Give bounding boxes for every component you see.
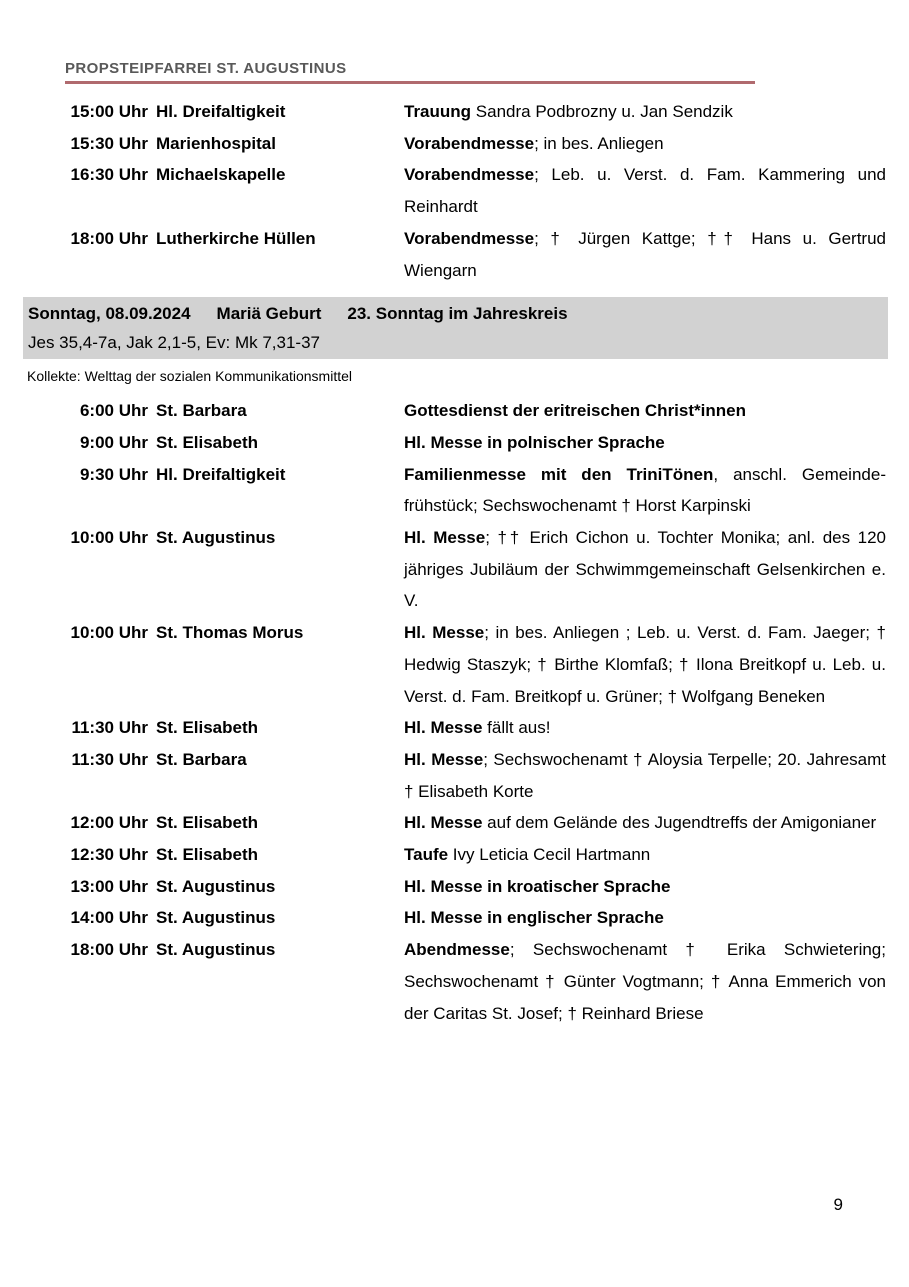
location-cell: St. Barbara [156, 749, 247, 769]
description-lead: Hl. Messe in englischer Sprache [404, 908, 664, 928]
description-cell [404, 522, 886, 617]
schedule-row [63, 522, 886, 617]
description-cell [404, 427, 886, 459]
time-cell: 10:00 Uhr [70, 528, 148, 548]
schedule-row [63, 712, 886, 744]
time-cell: 6:00 Uhr [79, 401, 148, 421]
kollekte-note: Kollekte: Welttag der sozialen Kommunikationsmittel [27, 368, 353, 385]
description-rest: ; Leb. u. Verst. d. Fam. Kammering und Reinhardt [404, 165, 886, 217]
schedule-row [63, 617, 886, 712]
schedule-row [63, 839, 886, 871]
schedule-saturday [63, 96, 886, 286]
schedule-row [63, 744, 886, 807]
location-cell: St. Augustinus [156, 908, 276, 928]
schedule-row [63, 871, 886, 903]
location-cell: St. Augustinus [156, 528, 276, 548]
description-rest: , anschl. Gemeindefrühstück; Sechswochenamt † Horst Karpinski [404, 464, 886, 516]
description-lead: Vorabendmesse [404, 133, 535, 153]
description-lead: Taufe [404, 845, 449, 865]
time-cell: 12:30 Uhr [70, 845, 148, 865]
description-lead: Vorabendmesse [404, 165, 535, 185]
parish-title: PROPSTEIPFARREI ST. AUGUSTINUS [65, 60, 347, 77]
page-header [65, 60, 755, 84]
time-cell: 18:00 Uhr [70, 228, 148, 248]
schedule-row [63, 128, 886, 160]
description-lead: Hl. Messe in kroatischer Sprache [404, 876, 671, 896]
time-cell: 9:00 Uhr [79, 432, 148, 452]
description-cell [404, 617, 886, 712]
description-cell [404, 159, 886, 222]
description-cell [404, 902, 886, 934]
location-cell: Michaelskapelle [156, 165, 286, 185]
description-lead: Abendmesse [404, 940, 510, 960]
location-cell: Marienhospital [156, 133, 276, 153]
description-cell [404, 128, 886, 160]
description-lead: Trauung [404, 102, 472, 121]
schedule-row [63, 902, 886, 934]
location-cell: St. Elisabeth [156, 813, 259, 833]
location-cell: St. Elisabeth [156, 718, 259, 738]
description-lead: Hl. Messe [404, 528, 486, 548]
time-cell: 15:30 Uhr [70, 133, 148, 153]
description-rest: ; † Jürgen Kattge; †† Hans u. Gertrud Wiengarn [404, 228, 886, 280]
location-cell: St. Barbara [156, 401, 247, 421]
description-lead: Hl. Messe [404, 718, 483, 738]
description-cell [404, 395, 886, 427]
time-cell: 16:30 Uhr [70, 165, 148, 185]
schedule-row [63, 427, 886, 459]
location-cell: Hl. Dreifaltigkeit [156, 464, 286, 484]
schedule-row [63, 807, 886, 839]
description-rest: auf dem Gelände des Jugendtreffs der Amigonianer [482, 813, 877, 833]
description-lead: Hl. Messe [404, 813, 483, 833]
description-cell [404, 459, 886, 522]
banner-date: Sonntag, 08.09.2024 [28, 304, 191, 324]
description-rest: Sandra Podbrozny u. Jan Sendzik [471, 102, 733, 121]
description-lead: Familienmesse mit den TriniTönen [404, 464, 714, 484]
location-cell: St. Elisabeth [156, 845, 259, 865]
schedule-row [63, 223, 886, 286]
description-rest: ; Sechswochenamt † Erika Schwietering; Sechswochenamt † Günter Vogtmann; † Anna Emmerich von der Caritas St. Josef; † Reinhard Briese [404, 940, 886, 1023]
description-cell [404, 934, 886, 1029]
time-cell: 11:30 Uhr [71, 718, 148, 738]
description-cell [404, 223, 886, 286]
banner-readings: Jes 35,4-7a, Jak 2,1-5, Ev: Mk 7,31-37 [28, 333, 320, 353]
location-cell: St. Augustinus [156, 940, 276, 960]
description-cell [404, 871, 886, 903]
location-cell: St. Augustinus [156, 876, 276, 896]
time-cell: 12:00 Uhr [70, 813, 148, 833]
description-rest: ; in bes. Anliegen [534, 133, 664, 153]
location-cell: Hl. Dreifaltigkeit [156, 102, 286, 121]
time-cell: 13:00 Uhr [70, 876, 148, 896]
location-cell: Lutherkirche Hüllen [156, 228, 316, 248]
description-rest: ; in bes. Anliegen ; Leb. u. Verst. d. Fam. Jaeger; † Hedwig Staszyk; † Birthe Klomfaß; † Ilona Breitkopf u. Leb. u. Verst. d. Fam. Breitkopf u. Grüner; † Wolfgang Beneken [404, 623, 886, 706]
schedule-row [63, 934, 886, 1029]
description-cell [404, 96, 886, 128]
time-cell: 10:00 Uhr [70, 623, 148, 643]
description-cell [404, 839, 886, 871]
description-cell [404, 744, 886, 807]
description-lead: Hl. Messe [404, 623, 485, 643]
description-cell [404, 712, 886, 744]
time-cell: 18:00 Uhr [70, 940, 148, 960]
schedule-row [63, 395, 886, 427]
time-cell: 9:30 Uhr [79, 464, 148, 484]
time-cell: 14:00 Uhr [70, 908, 148, 928]
schedule-sunday [63, 395, 886, 1029]
page-number: 9 [833, 1195, 843, 1214]
day-banner-heading [28, 299, 878, 328]
description-rest: Ivy Leticia Cecil Hartmann [448, 845, 651, 865]
schedule-row [63, 96, 886, 128]
description-lead: Gottesdienst der eritreischen Christ*innen [404, 401, 746, 421]
banner-sunday-title: 23. Sonntag im Jahreskreis [347, 304, 568, 324]
description-lead: Vorabendmesse [404, 228, 535, 248]
schedule-row [63, 159, 886, 222]
time-cell: 15:00 Uhr [70, 102, 148, 121]
location-cell: St. Thomas Morus [156, 623, 304, 643]
schedule-row [63, 459, 886, 522]
banner-feast: Mariä Geburt [216, 304, 322, 324]
description-cell [404, 807, 886, 839]
description-lead: Hl. Messe in polnischer Sprache [404, 432, 665, 452]
location-cell: St. Elisabeth [156, 432, 259, 452]
description-rest: fällt aus! [482, 718, 551, 738]
day-banner [23, 297, 888, 359]
description-lead: Hl. Messe [404, 749, 484, 769]
description-rest: ; Sechswochenamt † Aloysia Terpelle; 20. Jahresamt † Elisabeth Korte [404, 749, 886, 801]
time-cell: 11:30 Uhr [71, 749, 148, 769]
description-rest: ; †† Erich Cichon u. Tochter Monika; anl. des 120 jähriges Jubiläum der Schwimmgemeinschaft Gelsenkirchen e. V. [404, 528, 886, 611]
